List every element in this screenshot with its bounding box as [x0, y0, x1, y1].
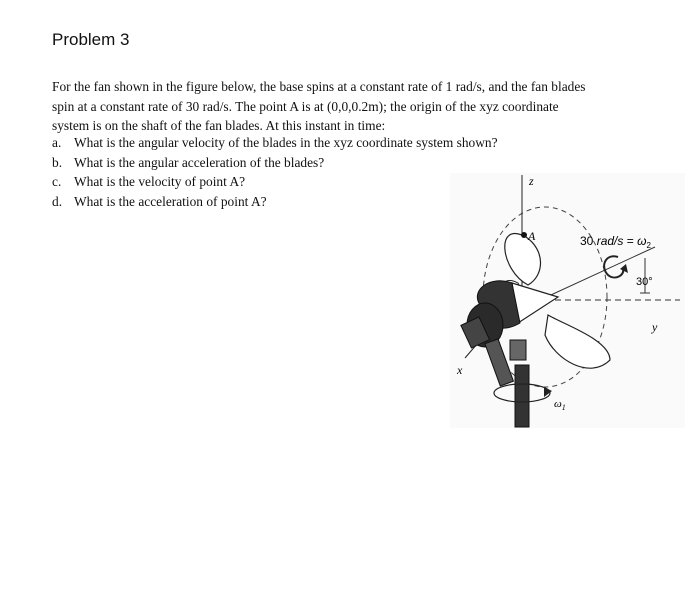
question-text: What is the angular velocity of the blades in the xyz coordinate system shown?: [74, 135, 498, 150]
question-text: What is the velocity of point A?: [74, 174, 246, 189]
problem-title: Problem 3: [52, 30, 130, 49]
question-text: What is the angular acceleration of the blades?: [74, 154, 325, 170]
statement-line-2: spin at a constant rate of 30 rad/s. The point A is at (0,0,0.2m); the origin of the xyz coordinate: [52, 98, 559, 114]
question-label: a.: [52, 135, 62, 150]
question-d: [52, 192, 498, 212]
fan-base-stand: [515, 365, 529, 427]
question-label: c.: [52, 174, 62, 189]
problem-statement: [52, 77, 652, 136]
blade-rate-label: 30 $rad/s = \omega_2$: [580, 234, 651, 250]
statement-line-3: system is on the shaft of the fan blades. At this instant in time:: [52, 118, 386, 133]
question-label: d.: [52, 193, 63, 209]
question-label: b.: [52, 154, 63, 170]
point-a-marker: [521, 232, 527, 238]
question-b: [52, 153, 498, 173]
point-a-label: A: [528, 229, 536, 243]
statement-line-1: For the fan shown in the figure below, the base spins at a constant rate of 1 rad/s, and the fan blades: [52, 79, 586, 94]
z-axis-label: z: [529, 174, 534, 188]
tilt-angle-label: 30°: [636, 276, 653, 288]
question-list: [52, 133, 498, 211]
fan-figure: [440, 165, 690, 430]
question-c: [52, 172, 498, 192]
question-a: [52, 133, 498, 153]
pivot-joint: [510, 340, 526, 360]
omega1-label: $\omega_1$: [554, 398, 566, 412]
question-text: What is the acceleration of point A?: [74, 193, 267, 209]
y-axis-label: y: [652, 320, 658, 334]
x-axis-label: x: [457, 363, 463, 377]
